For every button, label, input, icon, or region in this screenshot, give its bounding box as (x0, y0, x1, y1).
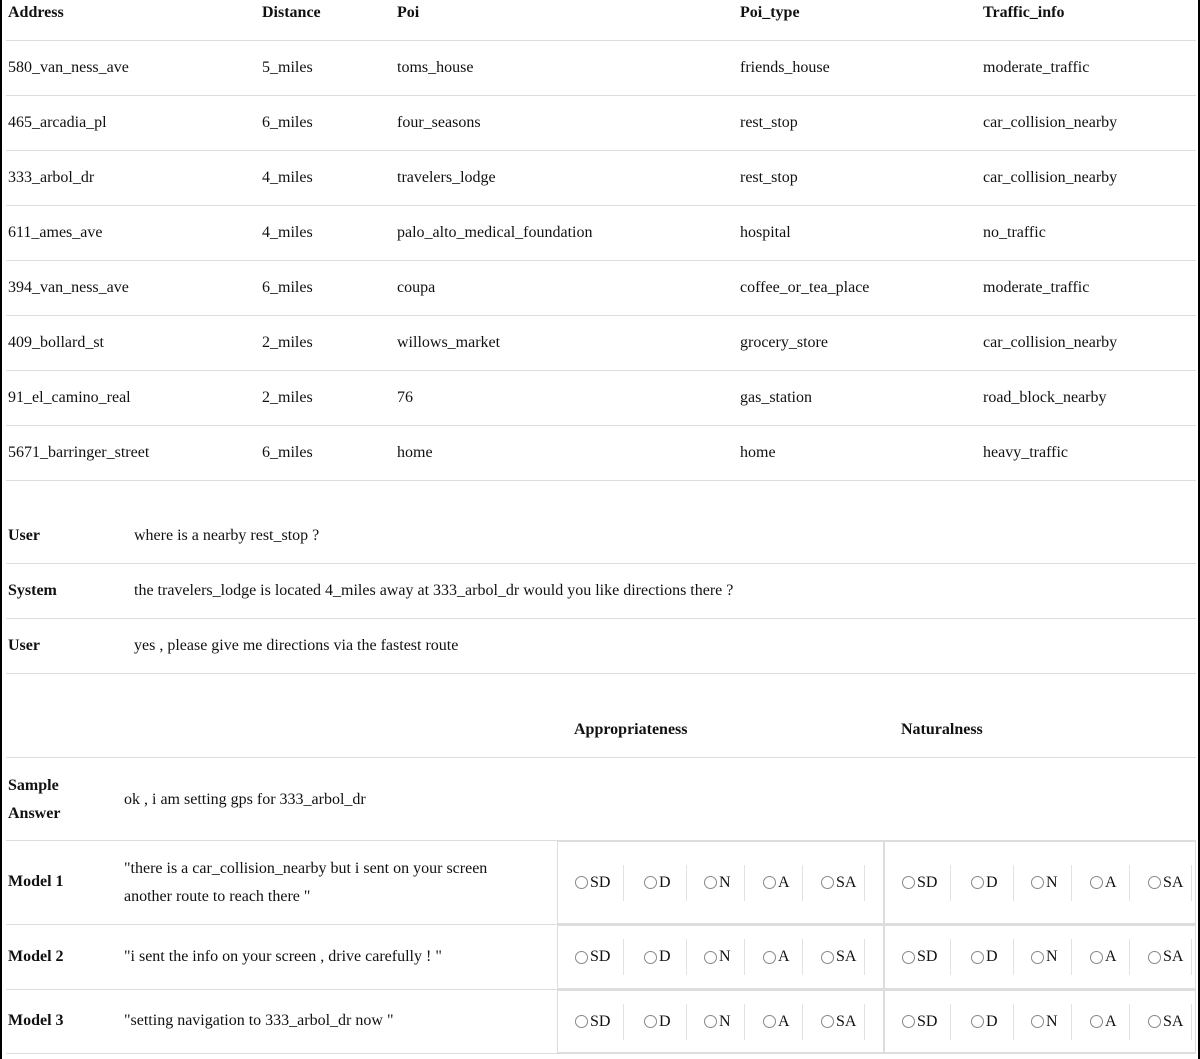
table-cell: coupa (397, 279, 436, 296)
radio-option-n[interactable] (1031, 1013, 1058, 1031)
table-cell: rest_stop (740, 114, 798, 131)
table-cell: 6_miles (262, 279, 313, 296)
divider (1129, 1004, 1130, 1040)
radio-label: D (659, 1012, 671, 1030)
radio-option-sa[interactable] (821, 874, 856, 892)
table-cell: friends_house (740, 59, 830, 76)
radio-button[interactable] (1090, 951, 1103, 964)
model-response: "setting navigation to 333_arbol_dr now " (124, 1012, 394, 1029)
table-cell: road_block_nearby (983, 389, 1107, 406)
divider (1013, 865, 1014, 901)
radio-option-d[interactable] (644, 874, 671, 892)
table-cell: 2_miles (262, 334, 313, 351)
divider (1013, 1004, 1014, 1040)
divider (950, 865, 951, 901)
divider (864, 939, 865, 975)
radio-label: SA (836, 1012, 857, 1030)
radio-button[interactable] (704, 951, 717, 964)
radio-button[interactable] (1148, 951, 1161, 964)
divider (802, 865, 803, 901)
rating-group-appropriateness (557, 925, 884, 989)
radio-label: SD (590, 1012, 611, 1030)
divider (1013, 939, 1014, 975)
table-cell: 4_miles (262, 169, 313, 186)
radio-option-sa[interactable] (821, 1013, 856, 1031)
divider (1071, 939, 1072, 975)
radio-label: SA (1163, 873, 1184, 891)
column-header: Poi_type (740, 4, 800, 21)
table-cell: 394_van_ness_ave (8, 279, 129, 296)
radio-option-n[interactable] (704, 948, 731, 966)
radio-button[interactable] (971, 1015, 984, 1028)
table-cell: 6_miles (262, 114, 313, 131)
table-row (6, 41, 1196, 96)
radio-label: A (778, 948, 790, 965)
table-cell: home (740, 444, 776, 461)
radio-option-d[interactable] (971, 1013, 998, 1031)
divider (1129, 939, 1130, 975)
divider (1191, 865, 1192, 901)
table-cell: hospital (740, 224, 791, 241)
speaker-label: System (8, 582, 57, 599)
table-row (6, 206, 1196, 261)
radio-label: D (659, 873, 671, 891)
divider (1071, 1004, 1072, 1040)
radio-option-sd[interactable] (575, 948, 610, 966)
radio-button[interactable] (971, 876, 984, 889)
radio-button[interactable] (1090, 1015, 1103, 1028)
model-label: Model 2 (8, 947, 64, 965)
radio-button[interactable] (1090, 876, 1103, 889)
utterance: the travelers_lodge is located 4_miles away at 333_arbol_dr would you like directions there ? (134, 582, 734, 599)
radio-option-sa[interactable] (1148, 874, 1183, 892)
table-cell: grocery_store (740, 334, 828, 351)
column-header: Address (8, 4, 64, 21)
table-cell: 409_bollard_st (8, 334, 104, 351)
radio-label: N (719, 873, 731, 891)
radio-option-a[interactable] (1090, 948, 1117, 966)
radio-label: N (1046, 948, 1058, 965)
radio-button[interactable] (575, 876, 588, 889)
radio-button[interactable] (902, 876, 915, 889)
table-cell: 611_ames_ave (8, 224, 103, 241)
radio-button[interactable] (821, 1015, 834, 1028)
radio-label: SD (917, 873, 938, 891)
table-row (6, 261, 1196, 316)
radio-option-sd[interactable] (902, 874, 937, 892)
radio-label: SA (836, 948, 857, 965)
table-cell: palo_alto_medical_foundation (397, 224, 593, 241)
divider (1071, 865, 1072, 901)
utterance: yes , please give me directions via the fastest route (134, 637, 459, 654)
table-cell: 4_miles (262, 224, 313, 241)
radio-button[interactable] (644, 876, 657, 889)
radio-button[interactable] (1148, 1015, 1161, 1028)
radio-option-a[interactable] (1090, 874, 1117, 892)
radio-button[interactable] (575, 1015, 588, 1028)
radio-button[interactable] (1148, 876, 1161, 889)
dialogue-turn (6, 509, 1196, 564)
radio-option-sd[interactable] (902, 1013, 937, 1031)
table-cell: no_traffic (983, 224, 1046, 241)
divider (686, 865, 687, 901)
radio-label: SA (836, 873, 857, 891)
table-cell: 580_van_ness_ave (8, 59, 129, 76)
table-cell: 5671_barringer_street (8, 444, 150, 461)
table-row (6, 316, 1196, 371)
table-cell: moderate_traffic (983, 59, 1090, 76)
divider (686, 939, 687, 975)
radio-option-d[interactable] (971, 948, 998, 966)
column-header: Poi (397, 4, 420, 21)
table-cell: heavy_traffic (983, 444, 1068, 461)
radio-button[interactable] (902, 951, 915, 964)
sample-answer-text: ok , i am setting gps for 333_arbol_dr (124, 791, 366, 808)
table-header-row (6, 0, 1196, 41)
model-label: Model 3 (8, 1012, 64, 1029)
table-cell: 91_el_camino_real (8, 389, 131, 406)
radio-label: A (778, 873, 790, 891)
table-cell: 2_miles (262, 389, 313, 406)
radio-option-sd[interactable] (575, 1013, 610, 1031)
dialogue-turn (6, 619, 1196, 674)
table-cell: coffee_or_tea_place (740, 279, 870, 296)
table-cell: 6_miles (262, 444, 313, 461)
divider (744, 1004, 745, 1040)
radio-option-a[interactable] (763, 1013, 790, 1031)
radio-label: A (1105, 873, 1117, 891)
radio-label: N (1046, 1012, 1058, 1030)
radio-label: SD (590, 948, 611, 965)
radio-option-d[interactable] (644, 1013, 671, 1031)
criterion-naturalness: Naturalness (901, 721, 983, 738)
rating-group-appropriateness (557, 990, 884, 1053)
divider (1191, 1004, 1192, 1040)
divider (864, 865, 865, 901)
radio-label: A (1105, 1012, 1117, 1030)
table-row (6, 151, 1196, 206)
table-cell: car_collision_nearby (983, 114, 1118, 131)
table-cell: gas_station (740, 389, 812, 406)
radio-button[interactable] (1031, 876, 1044, 889)
radio-button[interactable] (763, 876, 776, 889)
radio-option-sa[interactable] (821, 948, 856, 966)
radio-option-sa[interactable] (1148, 1013, 1183, 1031)
criterion-appropriateness: Appropriateness (574, 721, 688, 738)
dialogue-turn (6, 564, 1196, 619)
rating-header-row (6, 674, 1196, 758)
radio-button[interactable] (821, 876, 834, 889)
radio-label: SD (917, 948, 938, 965)
table-cell: four_seasons (397, 114, 481, 131)
radio-label: A (778, 1012, 790, 1030)
table-row (6, 426, 1196, 481)
radio-label: D (986, 948, 998, 965)
radio-button[interactable] (821, 951, 834, 964)
table-cell: 5_miles (262, 59, 313, 76)
table-cell: rest_stop (740, 169, 798, 186)
model-response: another route to reach there " (124, 888, 311, 905)
speaker-label: User (8, 637, 40, 654)
radio-button[interactable] (644, 951, 657, 964)
radio-button[interactable] (1031, 1015, 1044, 1028)
divider (1129, 865, 1130, 901)
divider (802, 1004, 803, 1040)
radio-option-a[interactable] (763, 948, 790, 966)
radio-label: N (719, 1012, 731, 1030)
radio-option-sd[interactable] (902, 948, 937, 966)
radio-option-sa[interactable] (1148, 948, 1183, 966)
table-cell: willows_market (397, 334, 501, 351)
radio-label: A (1105, 948, 1117, 965)
radio-option-a[interactable] (1090, 1013, 1117, 1031)
column-header: Traffic_info (983, 4, 1065, 21)
radio-option-n[interactable] (1031, 874, 1058, 892)
radio-label: D (986, 1012, 998, 1030)
radio-button[interactable] (763, 951, 776, 964)
radio-button[interactable] (971, 951, 984, 964)
radio-label: D (986, 873, 998, 891)
divider (686, 1004, 687, 1040)
speaker-label: User (8, 527, 40, 544)
table-row (6, 371, 1196, 426)
table-row (6, 96, 1196, 151)
table-cell: 76 (397, 389, 413, 406)
divider (623, 1004, 624, 1040)
table-cell: home (397, 444, 433, 461)
table-cell: car_collision_nearby (983, 334, 1118, 351)
table-cell: moderate_traffic (983, 279, 1090, 296)
model-row (6, 841, 1196, 925)
rating-group-naturalness (884, 841, 1196, 924)
rating-group-appropriateness (557, 841, 884, 924)
divider (744, 865, 745, 901)
utterance: where is a nearby rest_stop ? (134, 527, 320, 544)
table-cell: 465_arcadia_pl (8, 114, 107, 131)
divider (950, 939, 951, 975)
radio-label: SD (917, 1012, 938, 1030)
radio-button[interactable] (644, 1015, 657, 1028)
radio-option-d[interactable] (971, 874, 998, 892)
radio-button[interactable] (902, 1015, 915, 1028)
radio-button[interactable] (704, 876, 717, 889)
radio-label: SA (1163, 1012, 1184, 1030)
divider (744, 939, 745, 975)
radio-button[interactable] (1031, 951, 1044, 964)
radio-option-a[interactable] (763, 874, 790, 892)
model-row (6, 925, 1196, 990)
radio-button[interactable] (575, 951, 588, 964)
model-response: "i sent the info on your screen , drive carefully ! " (124, 947, 442, 965)
table-cell: travelers_lodge (397, 169, 496, 186)
radio-label: SD (590, 873, 611, 891)
column-header: Distance (262, 4, 321, 21)
rating-group-naturalness (884, 925, 1196, 989)
table-cell: car_collision_nearby (983, 169, 1118, 186)
radio-label: SA (1163, 948, 1184, 965)
radio-option-sd[interactable] (575, 874, 610, 892)
divider (864, 1004, 865, 1040)
sample-answer-row (6, 758, 1196, 841)
divider (623, 939, 624, 975)
radio-label: N (1046, 873, 1058, 891)
model-label: Model 1 (8, 873, 64, 890)
divider (623, 865, 624, 901)
radio-label: N (719, 948, 731, 965)
table-cell: 333_arbol_dr (8, 169, 95, 186)
divider (1191, 939, 1192, 975)
model-response: "there is a car_collision_nearby but i sent on your screen (124, 860, 488, 877)
radio-button[interactable] (763, 1015, 776, 1028)
divider (950, 1004, 951, 1040)
table-cell: toms_house (397, 59, 474, 76)
sample-label: Sample (8, 777, 59, 794)
radio-option-n[interactable] (1031, 948, 1058, 966)
divider (802, 939, 803, 975)
radio-label: D (659, 948, 671, 965)
sample-label: Answer (8, 805, 61, 822)
radio-option-n[interactable] (704, 1013, 731, 1031)
model-row (6, 990, 1196, 1054)
rating-group-naturalness (884, 990, 1196, 1053)
radio-button[interactable] (704, 1015, 717, 1028)
radio-option-n[interactable] (704, 874, 731, 892)
radio-option-d[interactable] (644, 948, 671, 966)
